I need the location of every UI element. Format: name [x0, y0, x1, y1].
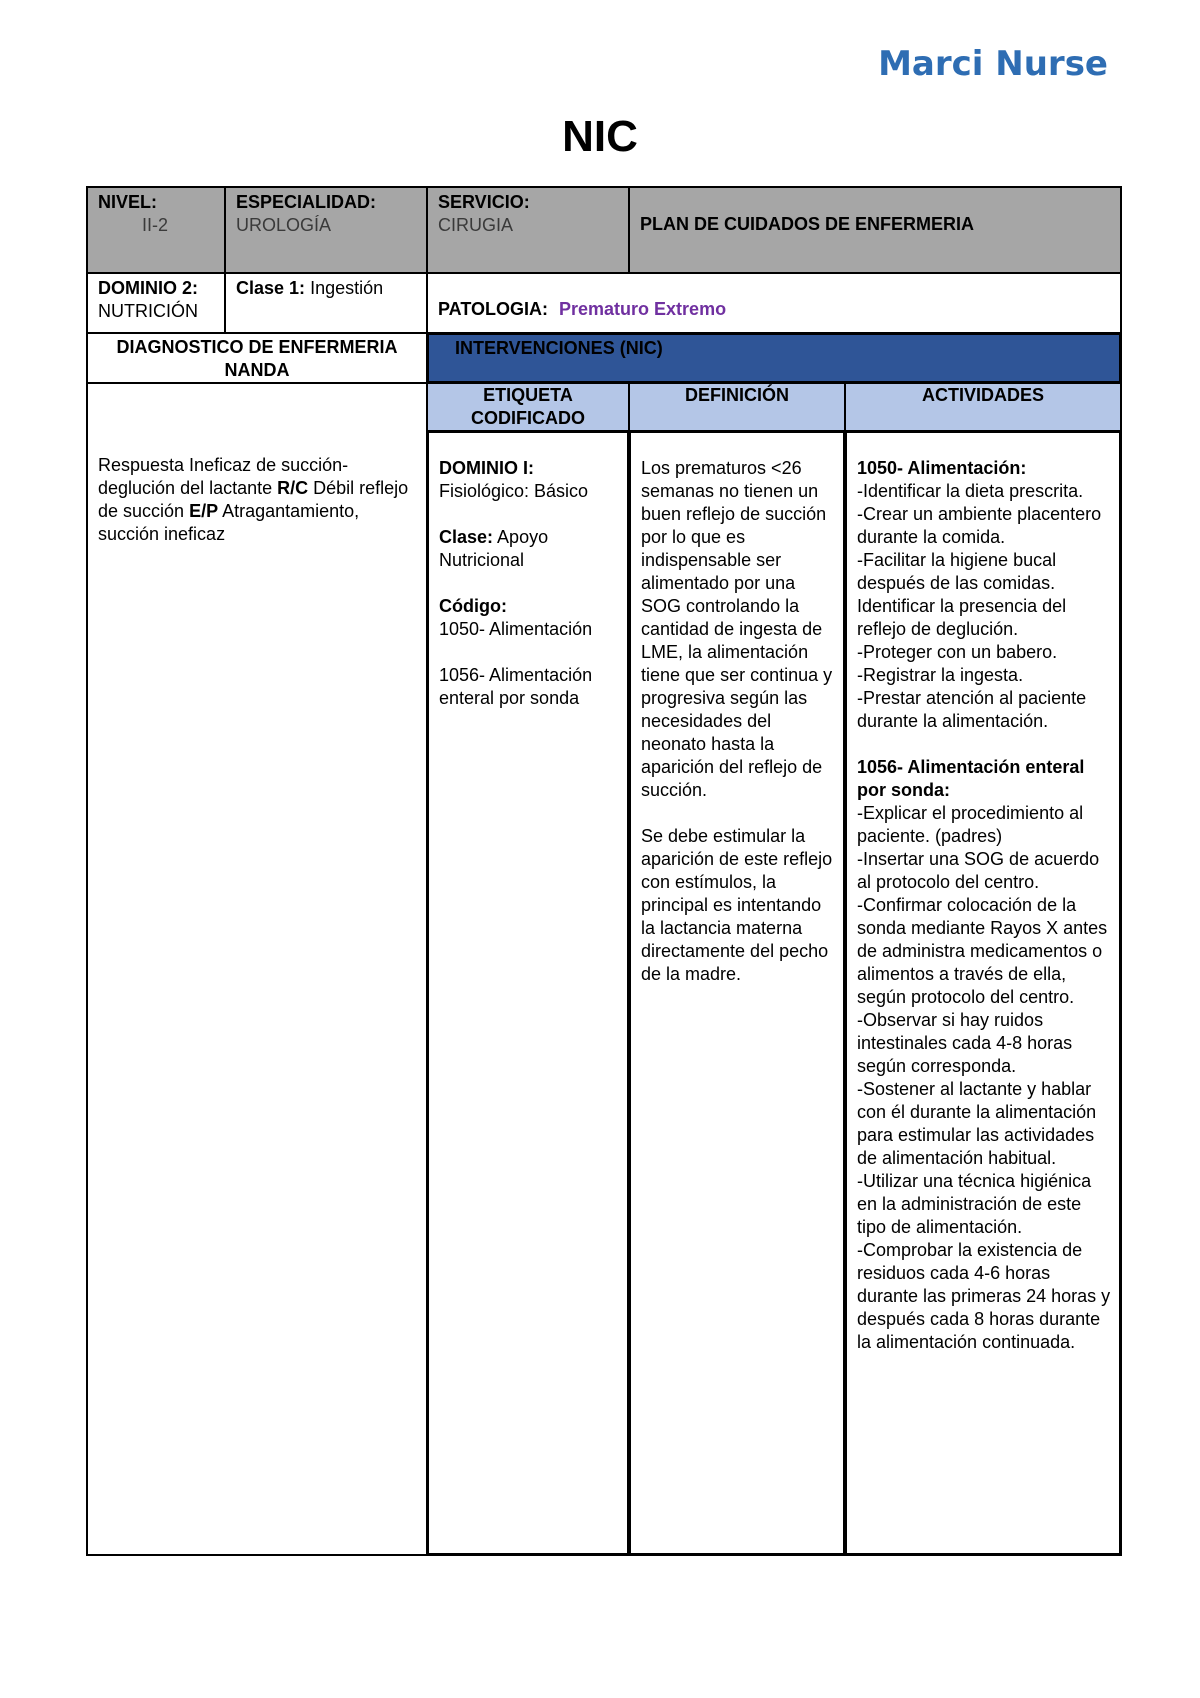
- diagnosis-ep: E/P: [189, 501, 219, 521]
- etiqueta-header: [426, 382, 630, 432]
- actividades-list-1050: -Identificar la dieta prescrita. -Crear un ambiente placentero durante la comida. -Facilitar la higiene bucal después de las comidas. Identificar la presencia del reflejo de deglución. -Proteger con un babero. -Registrar la ingesta. -Prestar atención al paciente durante la alimentación.: [857, 481, 1102, 731]
- nivel-value: II-2: [142, 215, 169, 235]
- especialidad-value: UROLOGÍA: [236, 215, 332, 235]
- servicio-value: CIRUGIA: [438, 215, 514, 235]
- clase-label: Clase 1:: [236, 278, 306, 298]
- actividades-header-label: ACTIVIDADES: [921, 385, 1044, 405]
- especialidad-label: ESPECIALIDAD:: [236, 192, 377, 212]
- diagnosis-cell: [86, 382, 428, 1556]
- plan-label: PLAN DE CUIDADOS DE ENFERMERIA: [640, 214, 975, 234]
- definicion-header: [628, 382, 846, 432]
- definicion-paragraph-1: Los prematuros <26 semanas no tienen un buen reflejo de succión por lo que es indispensable ser alimentado por una SOG controlando la cantidad de ingesta de LME, la alimentación tiene que ser continua y progresiva según las necesidades del neonato hasta la aparición del reflejo de succión.: [641, 458, 833, 800]
- dominio-value: NUTRICIÓN: [98, 301, 198, 321]
- especialidad-cell: [224, 186, 428, 274]
- brand-logo-text: Marci Nurse: [878, 44, 1108, 84]
- diagnosis-part1: Respuesta Ineficaz de succión-deglución del lactante: [98, 455, 349, 498]
- nivel-label: NIVEL:: [98, 192, 158, 212]
- diagnosis-part3: Atragantamiento, succión ineficaz: [98, 501, 360, 544]
- patologia-label: PATOLOGIA:: [438, 299, 548, 319]
- etiqueta-dominio-value: Fisiológico: Básico: [439, 481, 589, 501]
- etiqueta-cell: [426, 430, 630, 1556]
- intervenciones-header-label: INTERVENCIONES (NIC): [455, 338, 663, 358]
- etiqueta-header-label: ETIQUETA CODIFICADO: [471, 385, 585, 428]
- actividades-header: [844, 382, 1122, 432]
- diagnostico-header-label: DIAGNOSTICO DE ENFERMERIA NANDA: [116, 337, 398, 380]
- dominio-label: DOMINIO 2:: [98, 278, 199, 298]
- etiqueta-clase-value: Apoyo Nutricional: [439, 527, 549, 570]
- diagnosis-rc: R/C: [277, 478, 309, 498]
- actividades-heading-1050: 1050- Alimentación:: [857, 458, 1027, 478]
- definicion-cell: [628, 430, 846, 1556]
- etiqueta-clase-label: Clase:: [439, 527, 494, 547]
- etiqueta-dominio-label: DOMINIO I:: [439, 458, 534, 478]
- etiqueta-codigo-1: 1050- Alimentación: [439, 619, 593, 639]
- intervenciones-header: [426, 332, 1122, 384]
- definicion-paragraph-2: Se debe estimular la aparición de este reflejo con estímulos, la principal es intentando la lactancia materna directamente del pecho de la madre.: [641, 826, 833, 984]
- clase-value: Ingestión: [310, 278, 384, 298]
- actividades-list-1056: -Explicar el procedimiento al paciente. (padres) -Insertar una SOG de acuerdo al protocolo del centro. -Confirmar colocación de la sonda mediante Rayos X antes de administra medicamentos o alimentos a través de ella, según protocolo del centro. -Observar si hay ruidos intestinales cada 4-8 horas según corresponda. -Sostener al lactante y hablar con él durante la alimentación para estimular las actividades de alimentación habitual. -Utilizar una técnica higiénica en la administración de este tipo de alimentación. -Comprobar la existencia de residuos cada 4-6 horas durante las primeras 24 horas y después cada 8 horas durante la alimentación continuada.: [857, 803, 1111, 1352]
- nivel-cell: [86, 186, 226, 274]
- plan-cell: [628, 186, 1122, 274]
- etiqueta-codigo-2: 1056- Alimentación enteral por sonda: [439, 665, 593, 708]
- patologia-cell: [426, 272, 1122, 334]
- actividades-heading-1056: 1056- Alimentación enteral por sonda:: [857, 757, 1085, 800]
- servicio-label: SERVICIO:: [438, 192, 530, 212]
- definicion-header-label: DEFINICIÓN: [684, 385, 789, 405]
- actividades-cell: [844, 430, 1122, 1556]
- diagnosis-text: [98, 454, 416, 546]
- page-title: NIC: [562, 112, 638, 161]
- etiqueta-clase: [439, 526, 617, 572]
- dominio-cell: [86, 272, 226, 334]
- diagnostico-header: [86, 332, 428, 384]
- clase-cell: [224, 272, 428, 334]
- servicio-cell: [426, 186, 630, 274]
- etiqueta-codigo-label: Código:: [439, 596, 507, 616]
- diagnosis-part2: Débil reflejo de succión: [98, 478, 409, 521]
- patologia-value: Prematuro Extremo: [559, 299, 727, 319]
